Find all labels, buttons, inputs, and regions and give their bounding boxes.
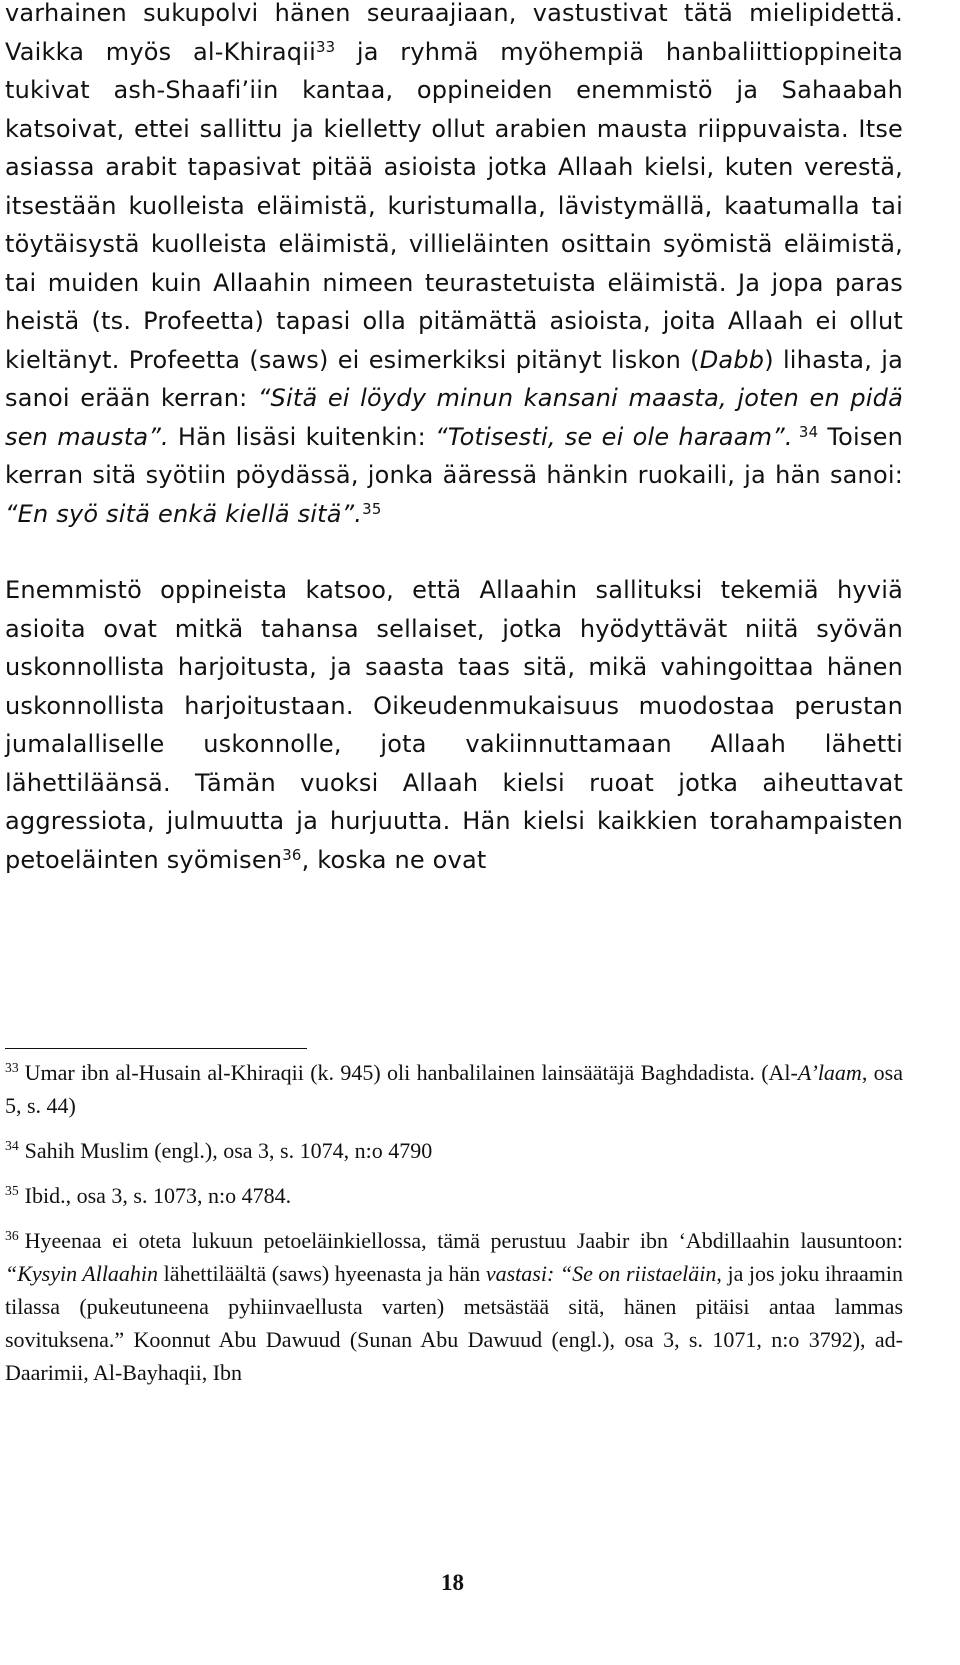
- quote-3: “En syö sitä enkä kiellä sitä”.: [5, 499, 363, 528]
- text-run: varhainen sukupolvi hänen seuraajiaan, vastustivat tätä mielipidettä. Vaikka myös al-Khiraqii: [5, 0, 903, 66]
- footnote-italic: “Kysyin Allaahin: [5, 1261, 159, 1286]
- footnote-number: 35: [5, 1182, 19, 1198]
- footnote-text: Ibid., osa 3, s. 1073, n:o 4784.: [24, 1183, 292, 1208]
- text-run: ja ryhmä myöhempiä hanbaliittioppineita tukivat ash-Shaafi’iin kantaa, oppineiden enemmistö ja Sahaabah katsoivat, ettei sallittu ja kielletty ollut arabien mausta riippuvaista. Itse asiassa arabit tapasivat pitää asioista jotka Allaah kielsi, kuten verestä, itsestään kuolleista eläimistä, kuristumalla, lävistymällä, kaatumalla tai töytäisystä kuolleista eläimistä, villieläinten osittain syömistä eläimistä, tai muiden kuin Allaahin nimeen teurastetuista eläimistä. Ja jopa paras heistä (ts. Profeetta) tapasi olla pitämättä asioista, joita Allaah ei ollut kieltänyt. Profeetta (saws) ei esimerkiksi pitänyt liskon (: [5, 37, 903, 374]
- paragraph-2: [5, 571, 903, 879]
- footnote-text: lähettiläältä (saws) hyeenasta ja hän: [158, 1261, 486, 1286]
- footnote-separator: [5, 1048, 307, 1049]
- main-text: [5, 0, 903, 879]
- footnote-text: , osa 5, s. 44): [5, 1060, 903, 1118]
- footnote-italic: vastasi: “Se on riistaeläin: [485, 1261, 717, 1286]
- footnote-ref-36: 36: [282, 846, 302, 865]
- footnote-italic: A’laam: [797, 1060, 862, 1085]
- footnote-number: 36: [5, 1227, 19, 1243]
- text-run: Toisen kerran sitä syötiin pöydässä, jonka ääressä hänkin ruokaili, ja hän sanoi:: [5, 422, 903, 489]
- footnote-34: [5, 1134, 903, 1167]
- quote-1: “Sitä ei löydy minun kansani maasta, joten en pidä sen mausta”.: [5, 384, 903, 451]
- footnote-33: [5, 1056, 903, 1122]
- footnote-text: Sahih Muslim (engl.), osa 3, s. 1074, n:o 4790: [24, 1138, 433, 1163]
- footnote-ref-33: 33: [315, 38, 336, 57]
- footnote-ref-34: 34: [792, 423, 819, 442]
- footnote-number: 34: [5, 1137, 19, 1153]
- footnote-text: Umar ibn al-Husain al-Khiraqii (k. 945) oli hanbalilainen lainsäätäjä Baghdadista. (Al-: [24, 1060, 798, 1085]
- footnote-36: [5, 1224, 903, 1389]
- page-number: 18: [441, 1570, 464, 1595]
- footnote-35: [5, 1179, 903, 1212]
- footnote-ref-35: 35: [362, 500, 382, 519]
- footnote-number: 33: [5, 1059, 19, 1075]
- footnote-text: , ja jos joku ihraamin tilassa (pukeutuneena pyhiinvaellusta varten) metsästää sitä, hänen pitäisi antaa lammas sovituksena.” Koonnut Abu Dawuud (Sunan Abu Dawuud (engl.), osa 3, s. 1071, n:o 3792), ad-Daarimii, Al-Bayhaqii, Ibn: [5, 1261, 904, 1385]
- footnotes: [5, 1056, 903, 1401]
- paragraph-1: [5, 0, 903, 533]
- text-run: Hän lisäsi kuitenkin:: [168, 422, 436, 451]
- italic-term: Dabb: [699, 345, 765, 374]
- quote-2: “Totisesti, se ei ole haraam”.: [435, 422, 793, 451]
- text-run: Enemmistö oppineista katsoo, että Allaahin sallituksi tekemiä hyviä asioita ovat mitkä tahansa sellaiset, jotka hyödyttävät niitä syövän uskonnollista harjoitusta, ja saasta taas sitä, mikä vahingoittaa hänen uskonnollista harjoitustaan. Oikeudenmukaisuus muodostaa perustan jumalalliselle uskonnolle, jota vakiinnuttamaan Allaah lähetti lähettiläänsä. Tämän vuoksi Allaah kielsi ruoat jotka aiheuttavat aggressiota, julmuutta ja hurjuutta. Hän kielsi kaikkien torahampaisten petoeläinten syömisen: [5, 576, 903, 874]
- text-run: , koska ne ovat: [301, 845, 487, 874]
- footnote-text: Hyeenaa ei oteta lukuun petoeläinkiellossa, tämä perustuu Jaabir ibn ‘Abdillaahin lausuntoon:: [24, 1228, 903, 1253]
- text-run: ) lihasta, ja sanoi erään kerran:: [5, 345, 903, 412]
